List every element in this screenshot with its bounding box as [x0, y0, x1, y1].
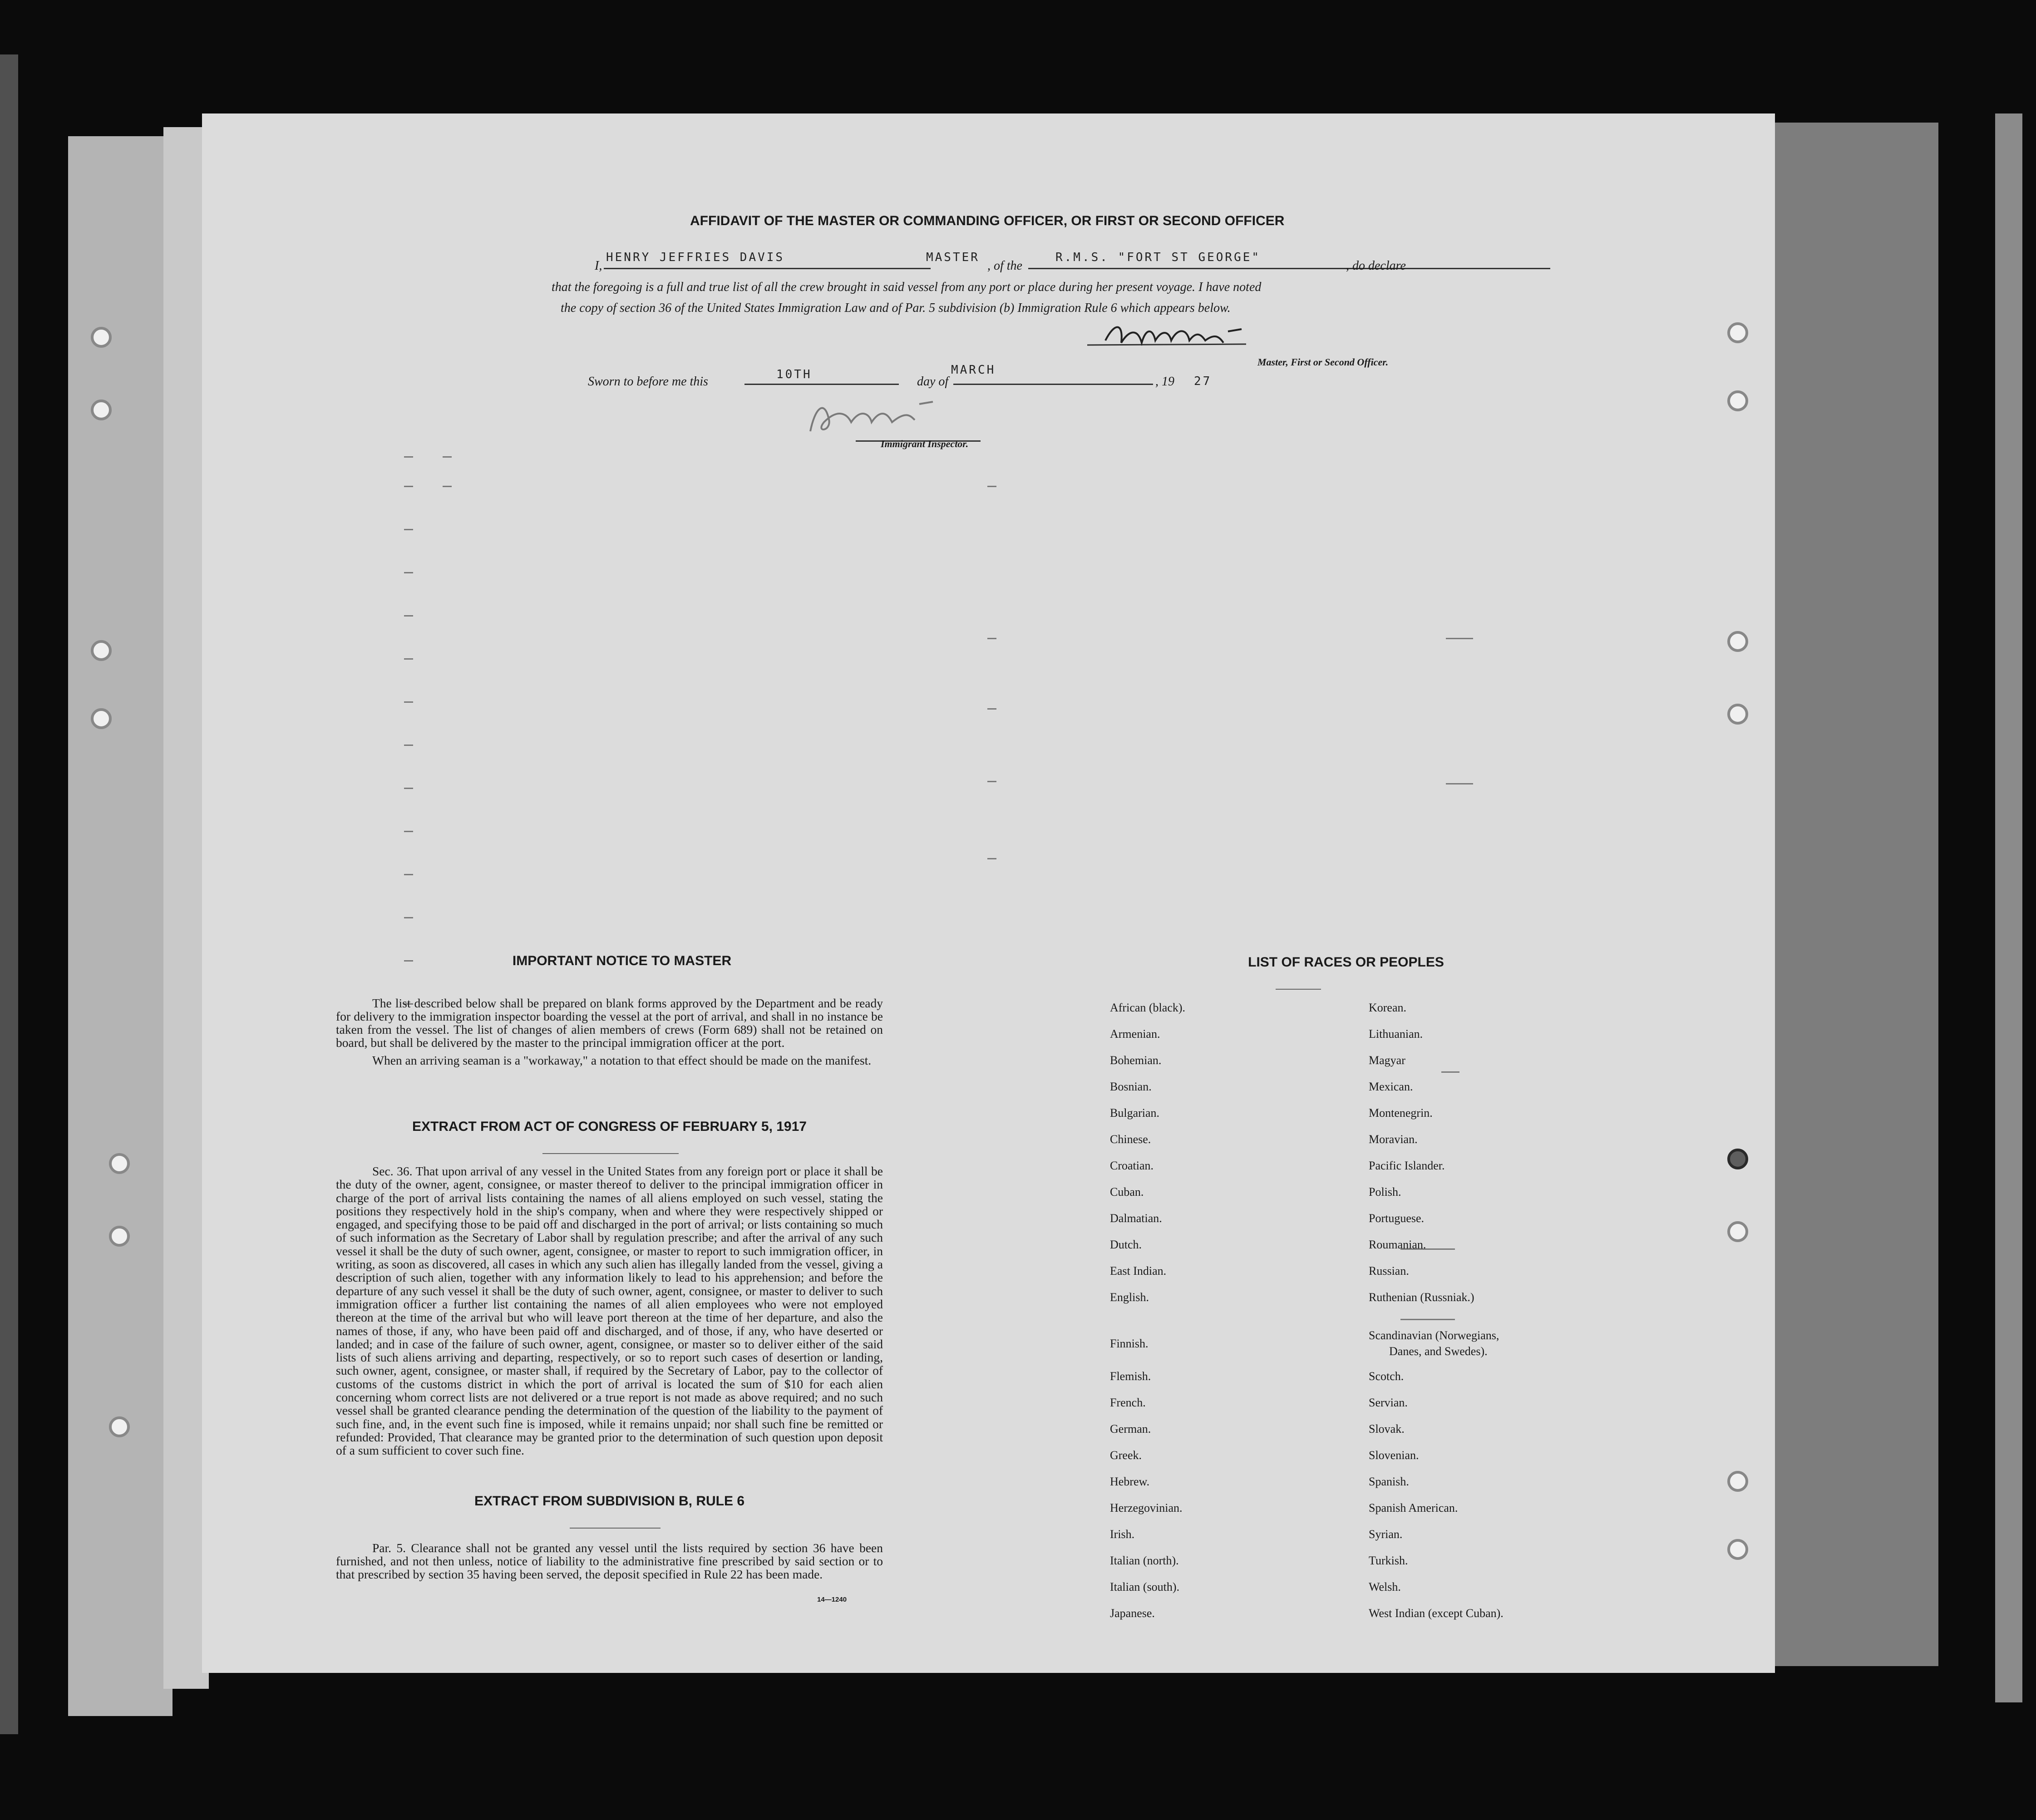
- act-extract-heading: EXTRACT FROM ACT OF CONGRESS OF FEBRUARY 5, 1917: [412, 1119, 807, 1134]
- day-line: [744, 384, 899, 385]
- race-item: West Indian (except Cuban).: [1369, 1607, 1504, 1620]
- month-line: [953, 384, 1153, 385]
- scan-mark: [404, 831, 413, 832]
- race-item: Scandinavian (Norwegians,: [1369, 1329, 1499, 1342]
- vessel-name: R.M.S. "FORT ST GEORGE": [1055, 251, 1261, 264]
- binder-hole: [91, 327, 112, 348]
- scan-mark: [987, 858, 996, 859]
- race-item: Dalmatian.: [1110, 1212, 1162, 1225]
- of-the-label: , of the: [987, 259, 1022, 273]
- binder-hole: [1727, 631, 1748, 652]
- race-item: French.: [1110, 1396, 1146, 1409]
- scan-mark: [404, 615, 413, 617]
- scan-mark: [404, 788, 413, 789]
- inspector-caption: Immigrant Inspector.: [881, 438, 969, 449]
- race-item: Irish.: [1110, 1528, 1135, 1541]
- binder-hole: [109, 1226, 130, 1247]
- scan-mark: [404, 917, 413, 918]
- race-item: Spanish.: [1369, 1475, 1409, 1488]
- binder-hole: [91, 640, 112, 661]
- year-prefix: , 19: [1155, 375, 1174, 389]
- binder-strip-left: [0, 54, 18, 1734]
- scan-mark: [404, 960, 413, 962]
- race-item: Korean.: [1369, 1001, 1407, 1014]
- affidavit-statement-2: the copy of section 36 of the United States Immigration Law and of Par. 5 subdivision (b) Immigration Rule 6 which appears below.: [561, 301, 1231, 315]
- race-item: Portuguese.: [1369, 1212, 1425, 1225]
- binder-hole: [1727, 1539, 1748, 1560]
- race-item: Scotch.: [1369, 1370, 1404, 1383]
- scan-mark: [404, 456, 413, 458]
- notice-heading: IMPORTANT NOTICE TO MASTER: [512, 953, 732, 968]
- scan-mark: [443, 456, 452, 458]
- race-item: Russian.: [1369, 1264, 1409, 1277]
- race-item: Italian (south).: [1110, 1580, 1180, 1593]
- binder-hole: [1727, 390, 1748, 411]
- race-item: Greek.: [1110, 1449, 1142, 1462]
- act-extract-body: [336, 1164, 883, 1457]
- form-number: 14—1240: [817, 1596, 847, 1603]
- scan-mark: [404, 874, 413, 875]
- race-item: African (black).: [1110, 1001, 1186, 1014]
- race-item: Turkish.: [1369, 1554, 1408, 1567]
- race-item: Lithuanian.: [1369, 1027, 1423, 1041]
- race-item: Bulgarian.: [1110, 1106, 1160, 1120]
- scan-mark: [1446, 638, 1473, 639]
- race-item: Chinese.: [1110, 1133, 1151, 1146]
- master-signature: [1078, 318, 1292, 359]
- scan-mark: [404, 745, 413, 746]
- scan-mark: [987, 781, 996, 782]
- race-item: East Indian.: [1110, 1264, 1167, 1277]
- race-item: Dutch.: [1110, 1238, 1142, 1251]
- act-section-36-text: Sec. 36. That upon arrival of any vessel in the United States from any foreign port or place it shall be the duty of the owner, agent, consignee, or master thereof to deliver to the principal immigration officer in charge of the port of arrival lists containing the names of all aliens employed on such vessel, stating the positions they respectively hold in the ship's company, when and where they were respectively shipped or engaged, and specifying those to be paid off and discharged in the port of arrival; or lists containing so much of such information as the Secretary of Labor shall by regulation prescribe; and after the arrival of any such vessel it shall be the duty of such owner, agent, consignee, or master to report to such immigration officer, in writing, as soon as discovered, all cases in which any such alien has illegally landed from the vessel, giving a description of such alien, together with any information likely to lead to his apprehension; and before the departure of any such vessel it shall be the duty of such owner, agent, consignee, or master to deliver to such immigration officer a further list containing the names of all alien employees who were not employed thereon at the time of the arrival but who will leave port thereon at the time of her departure, and also the names of those, if any, who have been paid off and discharged, and of those, if any, who have deserted or landed; and in case of the failure of such owner, agent, consignee, or master so to deliver either of the said lists of such aliens arriving and departing, respectively, or so to report such cases of desertion or landing, such owner, agent, consignee, or master shall, if required by the Secretary of Labor, pay to the collector of customs of the customs district in which the port of arrival is located the sum of $10 for each alien concerning whom correct lists are not delivered or a true report is not made as above required; and no such vessel shall be granted clearance pending the determination of the question of the liability to the payment of such fine, and, in the event such fine is imposed, while it remains unpaid; nor shall such fine be remitted or refunded: Provided, That clearance may be granted prior to the determination of such question upon deposit of a sum sufficient to cover such fine.: [336, 1164, 883, 1458]
- sworn-label: Sworn to before me this: [588, 375, 708, 389]
- race-item: English.: [1110, 1291, 1149, 1304]
- binder-hole: [1727, 322, 1748, 343]
- scan-mark: [404, 701, 413, 703]
- sworn-year: 27: [1194, 375, 1212, 388]
- race-item: Bohemian.: [1110, 1054, 1162, 1067]
- declarant-name: HENRY JEFFRIES DAVIS: [606, 251, 785, 264]
- rule-extract-body: [336, 1541, 883, 1581]
- race-item: Polish.: [1369, 1185, 1401, 1199]
- race-item: Syrian.: [1369, 1528, 1403, 1541]
- race-item: Ruthenian (Russniak.): [1369, 1291, 1474, 1304]
- race-item: Bosnian.: [1110, 1080, 1152, 1093]
- vessel-line: [1028, 268, 1550, 269]
- race-item: Croatian.: [1110, 1159, 1154, 1172]
- race-item: Hebrew.: [1110, 1475, 1150, 1488]
- races-heading: LIST OF RACES OR PEOPLES: [1248, 955, 1444, 970]
- notice-paragraph-2: When an arriving seaman is a "workaway," a notation to that effect should be made on the manifest.: [372, 1053, 872, 1067]
- scan-mark: [1441, 1071, 1459, 1073]
- binder-hole: [109, 1416, 130, 1437]
- binder-hole: [109, 1153, 130, 1174]
- race-item: Japanese.: [1110, 1607, 1155, 1620]
- race-item: Spanish American.: [1369, 1501, 1458, 1514]
- race-item: Flemish.: [1110, 1370, 1151, 1383]
- race-item: Welsh.: [1369, 1580, 1401, 1593]
- binder-hole: [1727, 1221, 1748, 1242]
- page-shadow-right: [1766, 123, 1938, 1666]
- binder-strip-right: [1995, 113, 2022, 1702]
- declare-label: , do declare: [1346, 259, 1406, 273]
- race-item: Slovenian.: [1369, 1449, 1419, 1462]
- binder-hole: [1727, 704, 1748, 725]
- binder-hole: [1727, 1471, 1748, 1492]
- underlying-page-left: [68, 136, 173, 1716]
- race-item: Magyar: [1369, 1054, 1405, 1067]
- race-item: Pacific Islander.: [1369, 1159, 1445, 1172]
- scan-mark: [404, 572, 413, 573]
- notice-paragraph-1: The list described below shall be prepared on blank forms approved by the Department and be ready for delivery to the immigration inspector boarding the vessel at the port of arrival, and shall in no instance be taken from the vessel. The list of changes of alien members of crews (Form 689) shall not be retained on board, but shall be delivered by the master to the principal immigration officer at the port.: [336, 996, 883, 1050]
- scan-mark: [404, 529, 413, 530]
- sworn-day: 10TH: [776, 368, 812, 381]
- declarant-rank: MASTER: [926, 251, 980, 264]
- scan-mark: [404, 486, 413, 487]
- scan-mark: [987, 486, 996, 487]
- affidavit-statement-1: that the foregoing is a full and true list of all the crew brought in said vessel from any port or place during her present voyage. I have noted: [552, 280, 1262, 294]
- rule-extract-heading: EXTRACT FROM SUBDIVISION B, RULE 6: [474, 1494, 745, 1509]
- race-item: Armenian.: [1110, 1027, 1160, 1041]
- scan-mark: [987, 638, 996, 639]
- heading-rule: [1276, 989, 1321, 990]
- declarant-prefix: I,: [595, 259, 602, 273]
- heading-rule: [570, 1528, 661, 1529]
- scan-mark: [987, 708, 996, 710]
- scan-mark: [443, 486, 452, 487]
- scan-mark: [1400, 1319, 1455, 1320]
- name-line: [604, 268, 931, 269]
- inspector-signature: [797, 390, 987, 445]
- race-item: Herzegovinian.: [1110, 1501, 1183, 1514]
- scan-mark: [404, 658, 413, 660]
- race-item: Roumanian.: [1369, 1238, 1426, 1251]
- sworn-month: MARCH: [951, 363, 996, 377]
- signer-caption: Master, First or Second Officer.: [1257, 356, 1389, 368]
- notice-body: [336, 996, 883, 1067]
- race-item: Servian.: [1369, 1396, 1408, 1409]
- race-item: Moravian.: [1369, 1133, 1418, 1146]
- heading-rule: [542, 1153, 679, 1154]
- race-item: Slovak.: [1369, 1422, 1405, 1435]
- race-item: Cuban.: [1110, 1185, 1144, 1199]
- race-item: Danes, and Swedes).: [1389, 1344, 1488, 1358]
- affidavit-title: AFFIDAVIT OF THE MASTER OR COMMANDING OFFICER, OR FIRST OR SECOND OFFICER: [690, 213, 1285, 228]
- race-item: Finnish.: [1110, 1337, 1149, 1350]
- scan-mark: [1446, 783, 1473, 784]
- race-item: Montenegrin.: [1369, 1106, 1433, 1120]
- binder-hole: [91, 708, 112, 729]
- rule-par-5-text: Par. 5. Clearance shall not be granted any vessel until the lists required by section 36 have been furnished, and not then unless, notice of liability to the administrative fine prescribed by said section or to that prescribed by section 35 having been served, the deposit specified in Rule 22 has been made.: [336, 1541, 883, 1581]
- manifest-page: [202, 113, 1775, 1673]
- race-item: Mexican.: [1369, 1080, 1413, 1093]
- binder-hole: [1727, 1149, 1748, 1169]
- race-item: German.: [1110, 1422, 1151, 1435]
- binder-hole: [91, 400, 112, 420]
- race-item: Italian (north).: [1110, 1554, 1179, 1567]
- day-of-label: day of: [917, 375, 949, 389]
